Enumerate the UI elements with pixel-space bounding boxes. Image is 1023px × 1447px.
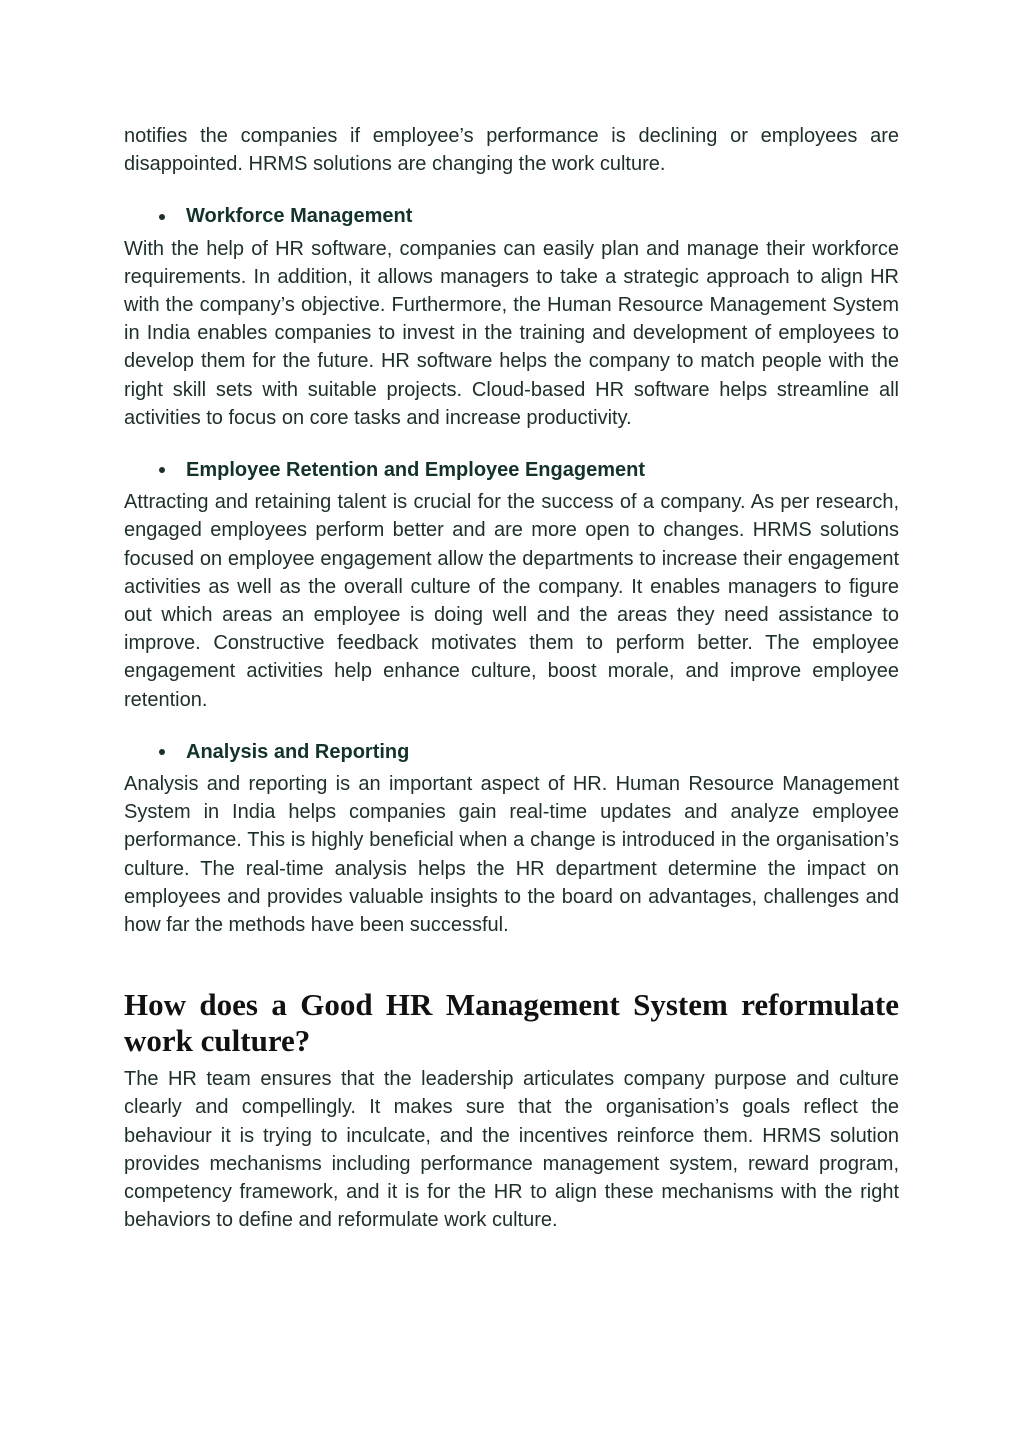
bullet-icon bbox=[159, 749, 165, 755]
section-heading-text: Employee Retention and Employee Engagement bbox=[186, 459, 645, 482]
section-heading-employee-retention bbox=[124, 456, 899, 484]
section-body-analysis-reporting: Analysis and reporting is an important aspect of HR. Human Resource Management System in India helps companies gain real-time updates and analyze employee performance. This is highly beneficial when a change is introduced in the organisation’s culture. The real-time analysis helps the HR department determine the impact on employees and provides valuable insights to the board on advantages, challenges and how far the methods have been successful. bbox=[124, 773, 899, 937]
section-heading-analysis-reporting bbox=[124, 738, 899, 766]
section-body-workforce-management: With the help of HR software, companies can easily plan and manage their workforce requirements. In addition, it allows managers to take a strategic approach to align HR with the company’s objective. Furthermore, the Human Resource Management System in India enables companies to invest in the training and development of employees to develop them for the future. HR software helps the company to match people with the right skill sets with suitable projects. Cloud-based HR software helps streamline all activities to focus on core tasks and increase productivity. bbox=[124, 237, 899, 429]
section-heading-text: Analysis and Reporting bbox=[186, 740, 410, 763]
section-heading-text: Workforce Management bbox=[186, 205, 413, 228]
section-heading-workforce-management bbox=[124, 202, 899, 230]
section-body-employee-retention: Attracting and retaining talent is crucial for the success of a company. As per research, engaged employees perform better and are more open to changes. HRMS solutions focused on employee engagement allow the departments to increase their engagement activities as well as the overall culture of the company. It enables managers to figure out which areas an employee is doing well and the areas they need assistance to improve. Constructive feedback motivates them to perform better. The employee engagement activities help enhance culture, boost morale, and improve employee retention. bbox=[124, 491, 899, 711]
document-page bbox=[124, 122, 899, 1235]
bullet-icon bbox=[159, 214, 165, 220]
main-heading: How does a Good HR Management System reformulate work culture? bbox=[124, 987, 899, 1059]
bullet-icon bbox=[159, 467, 165, 473]
intro-paragraph: notifies the companies if employee’s performance is declining or employees are disappointed. HRMS solutions are changing the work culture. bbox=[124, 125, 899, 176]
closing-paragraph: The HR team ensures that the leadership articulates company purpose and culture clearly and compellingly. It makes sure that the organisation’s goals reflect the behaviour it is trying to inculcate, and the incentives reinforce them. HRMS solution provides mechanisms including performance management system, reward program, competency framework, and it is for the HR to align these mechanisms with the right behaviors to define and reformulate work culture. bbox=[124, 1068, 899, 1232]
